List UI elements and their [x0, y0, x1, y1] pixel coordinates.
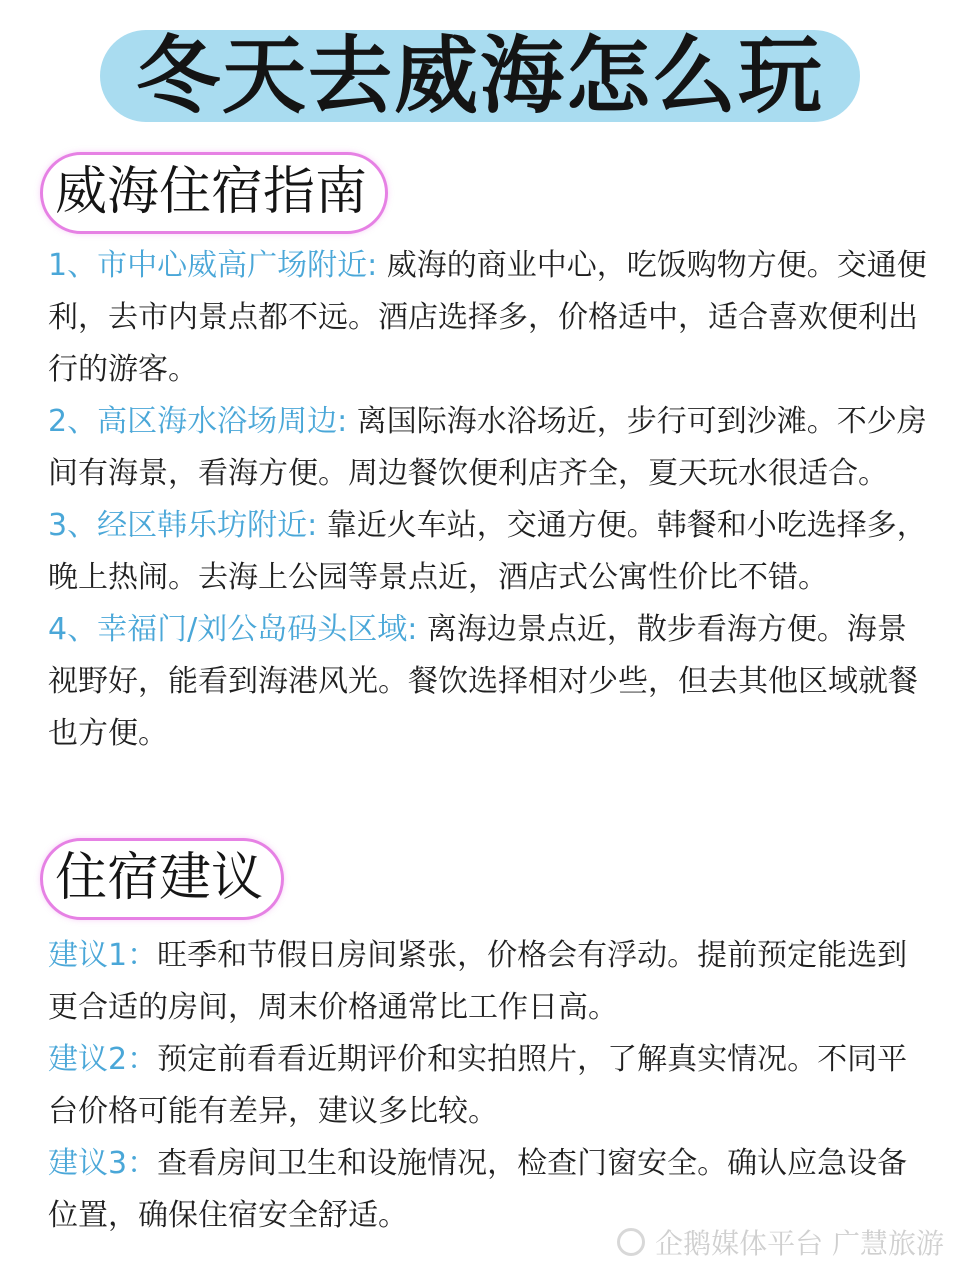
- list-item: [48, 500, 928, 604]
- list-item: [48, 604, 928, 760]
- page-title-block: [100, 20, 860, 132]
- watermark: [617, 1222, 944, 1262]
- section-heading-accommodation-advice: 住宿建议: [40, 838, 284, 920]
- item-text: 预定前看看近期评价和实拍照片，了解真实情况。不同平台价格可能有差异，建议多比较。: [48, 1042, 908, 1129]
- item-label: 4、幸福门/刘公岛码头区域:: [48, 612, 418, 647]
- item-text: 离国际海水浴场近，步行可到沙滩。不少房间有海景，看海方便。周边餐饮便利店齐全，夏天玩水很适合。: [48, 404, 927, 491]
- item-label: 1、市中心威高广场附近:: [48, 248, 378, 283]
- item-text: 离海边景点近，散步看海方便。海景视野好，能看到海港风光。餐饮选择相对少些，但去其他区域就餐也方便。: [48, 612, 918, 751]
- watermark-text: 企鹅媒体平台 广慧旅游: [655, 1227, 944, 1260]
- platform-logo-icon: [617, 1228, 645, 1256]
- item-label: 建议3：: [48, 1146, 158, 1181]
- list-item: [48, 1034, 928, 1138]
- item-text: 查看房间卫生和设施情况，检查门窗安全。确认应急设备位置，确保住宿安全舒适。: [48, 1146, 908, 1233]
- list-item: [48, 396, 928, 500]
- accommodation-advice-list: [48, 930, 928, 1242]
- item-text: 旺季和节假日房间紧张，价格会有浮动。提前预定能选到更合适的房间，周末价格通常比工作日高。: [48, 938, 908, 1025]
- item-label: 3、经区韩乐坊附近:: [48, 508, 318, 543]
- list-item: [48, 930, 928, 1034]
- item-label: 2、高区海水浴场周边:: [48, 404, 348, 439]
- accommodation-guide-list: [48, 240, 928, 760]
- item-label: 建议2：: [48, 1042, 158, 1077]
- section-heading-accommodation-guide: 威海住宿指南: [40, 152, 388, 234]
- page-title: 冬天去威海怎么玩: [135, 27, 824, 125]
- item-label: 建议1：: [48, 938, 158, 973]
- item-text: 威海的商业中心，吃饭购物方便。交通便利，去市内景点都不远。酒店选择多，价格适中，适合喜欢便利出行的游客。: [48, 248, 927, 387]
- list-item: [48, 240, 928, 396]
- item-text: 靠近火车站，交通方便。韩餐和小吃选择多，晚上热闹。去海上公园等景点近，酒店式公寓性价比不错。: [48, 508, 927, 595]
